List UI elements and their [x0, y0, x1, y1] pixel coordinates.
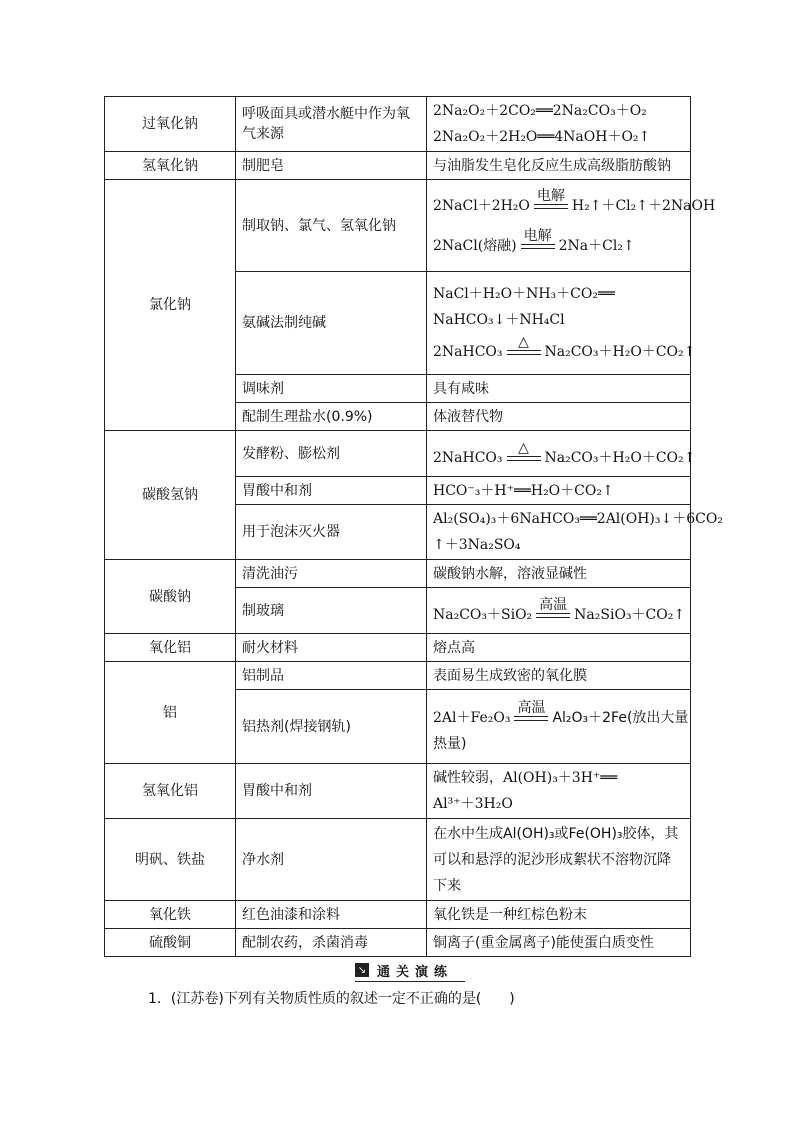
- use-cell: 配制农药，杀菌消毒: [236, 929, 427, 957]
- use-cell: 制肥皂: [236, 152, 427, 180]
- question-text: 1．(江苏卷)下列有关物质性质的叙述一定不正确的是( ): [148, 991, 515, 1007]
- table-row: [105, 929, 691, 957]
- equation: NaCl＋H₂O＋NH₃＋CO₂══: [433, 286, 615, 302]
- equation: 2NaHCO₃ △ Na₂CO₃＋H₂O＋CO₂↑: [433, 439, 696, 466]
- equation: Na₂CO₃＋SiO₂ 高温 Na₂SiO₃＋CO₂↑: [433, 596, 686, 623]
- note-cell: 在水中生成Al(OH)₃或Fe(OH)₃胶体，其可以和悬浮的泥沙形成絮状不溶物沉降下来: [427, 819, 691, 901]
- section-title: 通关演练: [377, 964, 454, 980]
- use-cell: 胃酸中和剂: [236, 477, 427, 505]
- substance-cell: 碳酸钠: [105, 560, 236, 634]
- use-cell: 制玻璃: [236, 588, 427, 634]
- equation: 2NaCl(熔融) 电解 2Na＋Cl₂↑: [433, 227, 635, 254]
- substance-cell: 硫酸铜: [105, 929, 236, 957]
- use-cell: 胃酸中和剂: [236, 764, 427, 819]
- substance-cell: 氢氧化钠: [105, 152, 236, 180]
- use-cell: 耐火材料: [236, 634, 427, 662]
- use-cell: 调味剂: [236, 375, 427, 403]
- table-row: [105, 560, 691, 588]
- equation: NaHCO₃↓＋NH₄Cl: [433, 312, 565, 328]
- note-cell: [427, 431, 696, 477]
- note-cell: [427, 180, 716, 272]
- note-cell: 氧化铁是一种红棕色粉末: [427, 901, 691, 929]
- use-cell: 氨碱法制纯碱: [236, 272, 427, 375]
- uses-table: [104, 96, 723, 957]
- substance-cell: 过氧化钠: [105, 97, 236, 152]
- table-row: [105, 901, 691, 929]
- note-cell: [427, 764, 691, 819]
- use-cell: 配制生理盐水(0.9%): [236, 403, 427, 431]
- table-row: [105, 97, 691, 152]
- substance-cell: 氧化铝: [105, 634, 236, 662]
- substance-cell: 铝: [105, 662, 236, 764]
- note-cell: [427, 588, 691, 634]
- note-cell: 体液替代物: [427, 403, 691, 431]
- arrow-icon: ↘: [355, 963, 369, 977]
- note-cell: 铜离子(重金属离子)能使蛋白质变性: [427, 929, 691, 957]
- use-cell: 红色油漆和涂料: [236, 901, 427, 929]
- use-cell: 制取钠、氯气、氢氧化钠: [236, 180, 427, 272]
- equation: Al³⁺＋3H₂O: [433, 796, 513, 812]
- use-cell: 铝热剂(焊接钢轨): [236, 690, 427, 764]
- table-row: [105, 662, 691, 690]
- equation: 2Na₂O₂＋2CO₂══2Na₂CO₃＋O₂: [433, 103, 647, 119]
- equation: 碱性较弱，Al(OH)₃＋3H⁺══: [433, 770, 618, 786]
- note-cell: [427, 505, 723, 560]
- note-cell: [427, 97, 691, 152]
- use-cell: 清洗油污: [236, 560, 427, 588]
- use-cell: 铝制品: [236, 662, 427, 690]
- note-cell: HCO⁻₃＋H⁺══H₂O＋CO₂↑: [427, 477, 691, 505]
- substance-cell: 明矾、铁盐: [105, 819, 236, 901]
- use-cell: 净水剂: [236, 819, 427, 901]
- use-cell: 用于泡沫灭火器: [236, 505, 427, 560]
- table-row: [105, 431, 691, 477]
- use-cell: 发酵粉、膨松剂: [236, 431, 427, 477]
- substance-cell: 氯化钠: [105, 180, 236, 431]
- table-row: [105, 764, 691, 819]
- equation-tail: 热量): [433, 735, 467, 752]
- table-row: [105, 819, 691, 901]
- equation: ↑＋3Na₂SO₄: [433, 537, 521, 553]
- equation: 2Al＋Fe₂O₃ 高温 Al₂O₃＋2Fe(放出大量: [433, 699, 689, 726]
- equation: Al₂(SO₄)₃＋6NaHCO₃══2Al(OH)₃↓＋6CO₂: [433, 511, 723, 527]
- note-cell: 碳酸钠水解，溶液显碱性: [427, 560, 691, 588]
- substance-cell: 氢氧化铝: [105, 764, 236, 819]
- table-row: [105, 152, 691, 180]
- note-cell: 表面易生成致密的氧化膜: [427, 662, 691, 690]
- table-row: [105, 180, 691, 272]
- equation: 2NaHCO₃ △ Na₂CO₃＋H₂O＋CO₂↑: [433, 334, 696, 360]
- substance-cell: 碳酸氢钠: [105, 431, 236, 560]
- note-cell: 熔点高: [427, 634, 691, 662]
- note-cell: [427, 690, 691, 764]
- equation: 2NaCl＋2H₂O 电解 H₂↑＋Cl₂↑＋2NaOH: [433, 187, 716, 214]
- note-cell: [427, 272, 696, 375]
- substance-cell: 氧化铁: [105, 901, 236, 929]
- equation: 2Na₂O₂＋2H₂O══4NaOH＋O₂↑: [433, 129, 651, 145]
- use-cell: 呼吸面具或潜水艇中作为氧气来源: [236, 97, 427, 152]
- section-header: [355, 959, 465, 982]
- table-row: [105, 634, 691, 662]
- note-cell: 具有咸味: [427, 375, 691, 403]
- note-cell: 与油脂发生皂化反应生成高级脂肪酸钠: [427, 152, 691, 180]
